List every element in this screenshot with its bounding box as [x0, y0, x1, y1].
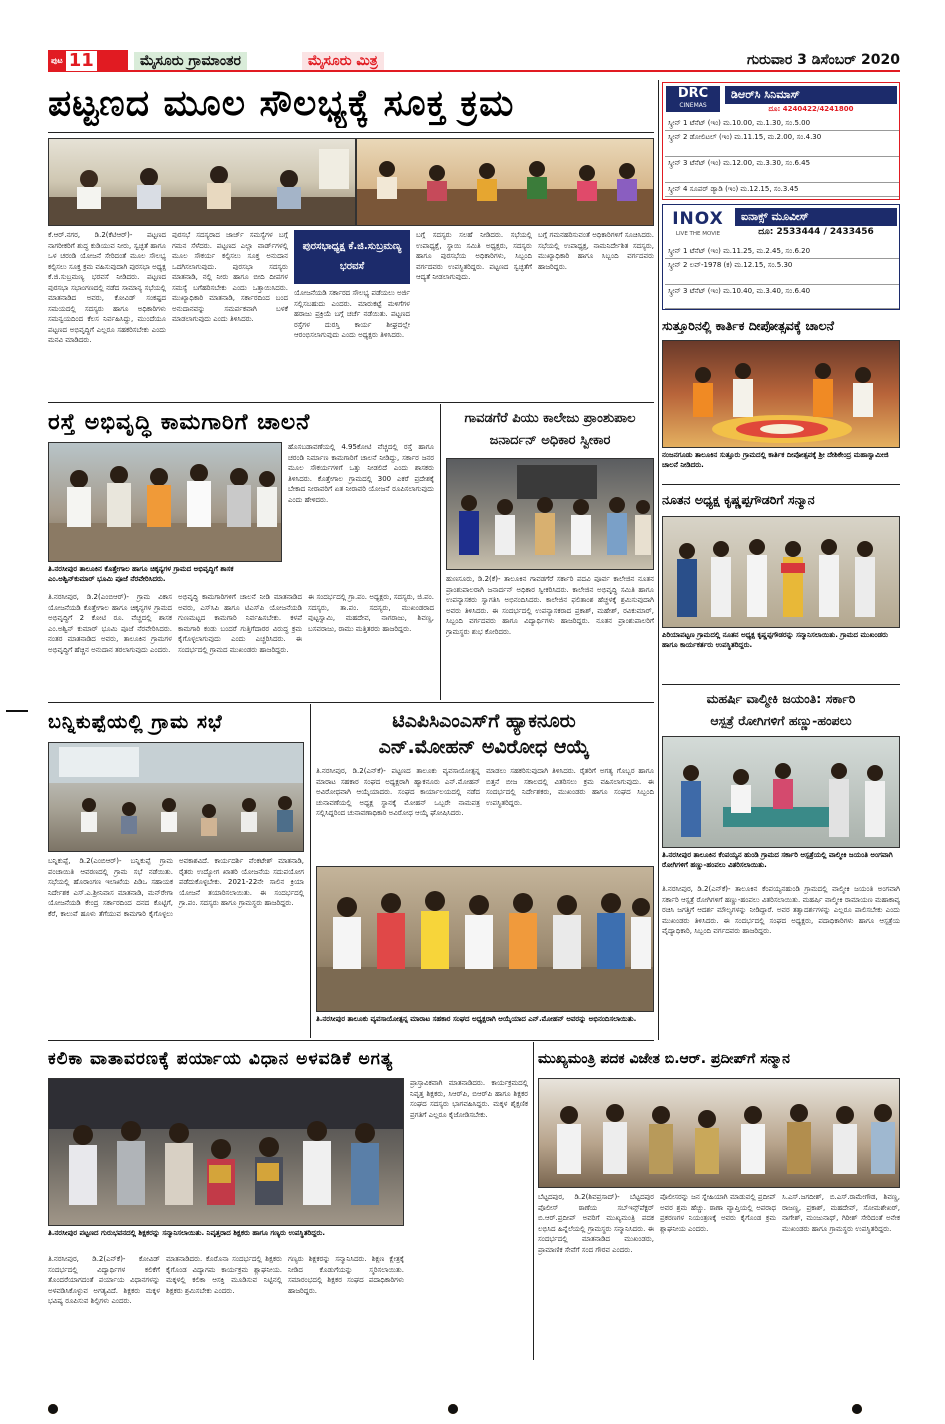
inox-phone: ದೂ: 2533444 / 2433456 — [758, 227, 874, 237]
section-name: ಮೈಸೂರು ಗ್ರಾಮಾಂತರ — [134, 52, 247, 70]
s1-photo-meeting-left — [48, 138, 356, 226]
s5-headline-line1: ಟಿಎಪಿಸಿಎಂಎಸ್‌ಗೆ ಹ್ಯಾಕನೂರು — [392, 710, 576, 732]
s10-headline-line2: ಆಸ್ಪತ್ರೆ ರೋಗಿಗಳಿಗೆ ಹಣ್ಣು-ಹಂಪಲು — [710, 713, 852, 728]
s6-photo-teachers — [48, 1078, 404, 1226]
s3-body: ಹುಣಸೂರು, ಡಿ.2(ಕೆ)- ತಾಲೂಕಿನ ಗಾವಡಗೆರೆ ಸರ್ಕಾರಿ ಪದವಿ ಪೂರ್ವ ಕಾಲೇಜಿನ ನೂತನ ಪ್ರಾಂಶುಪಾಲರಾಗಿ ಜನಾರ್ದನ್ ಅಧಿಕಾರ ಸ್ವೀಕರಿಸಿದರು. ಕಾಲೇಜಿನ ಅಭಿವೃದ್ಧಿ ಸಮಿತಿ ಹಾಗೂ ಉಪನ್ಯಾಸಕರು ಸ್ವಾಗತಿಸಿ ಅಭಿನಂದಿಸಿದರು. ಕಾಲೇಜಿನ ಫಲಿತಾಂಶ ಹೆಚ್ಚಳಕ್ಕೆ ಶ್ರಮಿಸುವುದಾಗಿ ಅವರು ತಿಳಿಸಿದರು. ಈ ಸಂದರ್ಭದಲ್ಲಿ ಉಪನ್ಯಾಸಕರಾದ ಪ್ರಕಾಶ್, ಮಹೇಶ್, ರವಿಕುಮಾರ್, ಸಿಬ್ಬಂದಿ ವರ್ಗದವರು ಹಾಗೂ ವಿದ್ಯಾರ್ಥಿಗಳು ಹಾಜರಿದ್ದರು. ನೂತನ ಪ್ರಾಂಶುಪಾಲರಿಗೆ ಗ್ರಾಮಸ್ಥರು ಶುಭ ಕೋರಿದರು. — [446, 575, 654, 636]
date-line: ಗುರುವಾರ 3 ಡಿಸೆಂಬರ್ 2020 — [747, 52, 900, 68]
s3-photo-felicitation — [446, 458, 654, 570]
s2-col3: ಈ ಸಂದರ್ಭದಲ್ಲಿ ಗ್ರಾ.ಪಂ. ಅಧ್ಯಕ್ಷರು, ಸದಸ್ಯರು, ಜಿ.ಪಂ. ಸದಸ್ಯರು, ತಾ.ಪಂ. ಸದಸ್ಯರು, ಮುಖಂಡರಾದ ಪುಟ್ಟಸ್ವಾಮಿ, ಮಹದೇವ, ನಾಗರಾಜು, ಶಿವಣ್ಣ, ಬಸವರಾಜು, ರಾಮು ಮತ್ತಿತರರು ಹಾಜರಿದ್ದರು. — [308, 593, 434, 633]
s2-photo-ground-breaking — [48, 442, 282, 562]
drc-row: ಸ್ಕ್ರೀನ್ 2 ಡೋಲಿಟಲ್ (ಇಂ) ಮ.11.15, ಮ.2.00, ಸಂ.4.30 — [665, 131, 899, 157]
inox-logo: INOX LIVE THE MOVIE — [672, 209, 724, 237]
s6-col1: ತಿ.ನರಸೀಪುರ, ಡಿ.2(ಎನ್‌ಕೆ)- ಕೋವಿಡ್ ಸಂದರ್ಭದಲ್ಲಿ ವಿದ್ಯಾರ್ಥಿಗಳ ಕಲಿಕೆಗೆ ತೊಂದರೆಯಾಗದಂತೆ ಪರ್ಯಾಯ ವಿಧಾನಗಳನ್ನು ಅಳವಡಿಸಿಕೊಳ್ಳುವ ಅಗತ್ಯವಿದೆ. ಶಿಕ್ಷಕರು ಮಕ್ಕಳ ಭವಿಷ್ಯ ರೂಪಿಸುವ ಶಿಲ್ಪಿಗಳು ಎಂದರು. — [48, 1255, 160, 1305]
crop-mark-left — [6, 710, 28, 712]
drc-title: ಡಿಆರ್‌ಸಿ ಸಿನಿಮಾಸ್ — [725, 86, 897, 104]
drc-row: ಸ್ಕ್ರೀನ್ 3 ಟೆನೆಟ್ (ಇಂ) ಮ.12.00, ಮ.3.30, ಸಂ.6.45 — [665, 157, 899, 183]
header-bar — [48, 50, 900, 72]
s5-photo-election — [316, 866, 654, 1012]
drc-phone: ದೂ: 4240422/4241800 — [768, 105, 854, 113]
s10-caption: ತಿ.ನರಸೀಪುರ ತಾಲೂಕಿನ ಕೆಂಪಯ್ಯನ ಹುಂಡಿ ಗ್ರಾಮದ ಸರ್ಕಾರಿ ಆಸ್ಪತ್ರೆಯಲ್ಲಿ ವಾಲ್ಮೀಕಿ ಜಯಂತಿ ಅಂಗವಾಗಿ ರೋಗಿಗಳಿಗೆ ಹಣ್ಣು-ಹಂಪಲು ವಿತರಿಸಲಾಯಿತು. — [662, 851, 893, 869]
drc-row: ಸ್ಕ್ರೀನ್ 1 ಟೆನೆಟ್ (ಇಂ) ಮ.10.00, ಮ.1.30, ಸಂ.5.00 — [665, 117, 899, 131]
s8-photo-deepotsava — [662, 340, 900, 448]
s6-headline: ಕಲಿಕಾ ವಾತಾವರಣಕ್ಕೆ ಪರ್ಯಾಯ ವಿಧಾನ ಅಳವಡಿಕೆ ಅಗತ್ಯ — [48, 1049, 394, 1069]
s1-col3: ಯೋಜನೆಯಡಿ ಸರ್ಕಾರದ ಸೌಲಭ್ಯ ಪಡೆಯಲು ಅರ್ಜಿ ಸಲ್ಲಿಸಬಹುದು ಎಂದರು. ಮಾರುಕಟ್ಟೆ ಮಳಿಗೆಗಳ ಹರಾಜು ಪ್ರಕ್ರಿಯೆ ಬಗ್ಗೆ ಚರ್ಚೆ ನಡೆಯಿತು. ಪಟ್ಟಣದ ರಸ್ತೆಗಳ ದುರಸ್ತಿ ಕಾರ್ಯ ಶೀಘ್ರದಲ್ಲೇ ಆರಂಭಿಸಲಾಗುವುದು ಎಂದು ಅಧ್ಯಕ್ಷರು ತಿಳಿಸಿದರು. — [294, 289, 410, 339]
s4-photo-gram-sabha — [48, 742, 304, 852]
s7-col1: ಬೆಟ್ಟದಪುರ, ಡಿ.2(ಶಿವಪ್ರಸಾದ್)- ಬೆಟ್ಟದಪುರ ಪೊಲೀಸ್ ಠಾಣೆಯ ಸಬ್‌ಇನ್ಸ್‌ಪೆಕ್ಟರ್ ಬಿ.ಆರ್.ಪ್ರದೀಪ್ ಅವರಿಗೆ ಮುಖ್ಯಮಂತ್ರಿ ಪದಕ ಲಭಿಸಿದ ಹಿನ್ನೆಲೆಯಲ್ಲಿ ಗ್ರಾಮಸ್ಥರು ಸನ್ಮಾನಿಸಿದರು. ಈ ಸಂದರ್ಭದಲ್ಲಿ ಮಾತನಾಡಿದ ಮುಖಂಡರು, ಪ್ರಾಮಾಣಿಕ ಸೇವೆಗೆ ಸಂದ ಗೌರವ ಎಂದರು. — [538, 1193, 654, 1254]
page-label: ಪುಟ — [51, 56, 63, 65]
s10-headline-box — [662, 688, 900, 732]
page-tag — [48, 50, 128, 72]
page-number: 11 — [66, 51, 97, 71]
s1-headline: ಪಟ್ಟಣದ ಮೂಲ ಸೌಲಭ್ಯಕ್ಕೆ ಸೂಕ್ತ ಕ್ರಮ — [48, 83, 515, 124]
s1-col4: ಬಗ್ಗೆ ಸದಸ್ಯರು ಸಲಹೆ ನೀಡಿದರು. ಸಭೆಯಲ್ಲಿ ಉಪಾಧ್ಯಕ್ಷೆ, ಸ್ಥಾಯಿ ಸಮಿತಿ ಅಧ್ಯಕ್ಷರು, ಸದಸ್ಯರು ಹಾಗೂ ಪುರಸಭೆಯ ಅಧಿಕಾರಿಗಳು, ಸಿಬ್ಬಂದಿ ವರ್ಗದವರು ಉಪಸ್ಥಿತರಿದ್ದರು. ಪಟ್ಟಣದ ಸ್ವಚ್ಛತೆಗೆ ಆದ್ಯತೆ ನೀಡಲಾಗುವುದು. — [416, 231, 532, 281]
s5-col2: ಮಾಡಲು ಸಹಕರಿಸುವುದಾಗಿ ತಿಳಿಸಿದರು. ರೈತರಿಗೆ ಅಗತ್ಯ ಗೊಬ್ಬರ ಹಾಗೂ ಬಿತ್ತನೆ ಬೀಜ ಸಕಾಲದಲ್ಲಿ ವಿತರಿಸಲು ಕ್ರಮ ವಹಿಸಲಾಗುವುದು. ಈ ಸಂದರ್ಭದಲ್ಲಿ ನಿರ್ದೇಶಕರು, ಮುಖಂಡರು ಹಾಗೂ ಸಂಘದ ಸಿಬ್ಬಂದಿ ಉಪಸ್ಥಿತರಿದ್ದರು. — [486, 767, 654, 807]
s2-col1: ತಿ.ನರಸೀಪುರ, ಡಿ.2(ಎಂಬಿಆರ್)- ಗ್ರಾಮ ವಿಕಾಸ ಯೋಜನೆಯಡಿ ಕೊತ್ತೇಗಾಲ ಹಾಗೂ ಚಿಕ್ಕನ್ಯಗಳ ಗ್ರಾಮದ ಅಭಿವೃದ್ಧಿಗೆ 2 ಕೋಟಿ ರೂ. ವೆಚ್ಚದಲ್ಲಿ ಶಾಸಕ ಎಂ.ಅಶ್ವಿನ್ ಕುಮಾರ್ ಭೂಮಿ ಪೂಜೆ ನೆರವೇರಿಸಿದರು. ನಂತರ ಮಾತನಾಡಿದ ಅವರು, ತಾಲೂಕಿನ ಗ್ರಾಮಗಳ ಅಭಿವೃದ್ಧಿಗೆ ಹೆಚ್ಚಿನ ಅನುದಾನ ತರಲಾಗುವುದು ಎಂದರು. — [48, 593, 172, 654]
s6-col2: ಮಾತನಾಡಿದರು. ಕೊರೊನಾ ಸಂದರ್ಭದಲ್ಲಿ ಶಿಕ್ಷಕರು ಕೈಗೊಂಡ ವಿದ್ಯಾಗಮ ಕಾರ್ಯಕ್ರಮ ಶ್ಲಾಘನೀಯ. ಮಕ್ಕಳಲ್ಲಿ ಕಲಿಕಾ ಆಸಕ್ತಿ ಮೂಡಿಸುವ ನಿಟ್ಟಿನಲ್ಲಿ ಶಿಕ್ಷಕರು ಶ್ರಮಿಸಬೇಕು ಎಂದರು. — [166, 1255, 282, 1295]
s1-col2: ಪುರಸಭೆ ಸದಸ್ಯರಾದ ಜಾರ್ಜ್ ಸಮಸ್ಯೆಗಳ ಬಗ್ಗೆ ಗಮನ ಸೆಳೆದರು. ಪಟ್ಟಣದ ಎಲ್ಲಾ ವಾರ್ಡ್‌ಗಳಲ್ಲಿ ಮೂಲ ಸೌಕರ್ಯ ಕಲ್ಪಿಸಲು ಸೂಕ್ತ ಅನುದಾನ ಒದಗಿಸಲಾಗುವುದು. ಪುರಸಭಾ ಸದಸ್ಯರು ಮಾತನಾಡಿ, ನಲ್ಲಿ ನೀರು ಹಾಗೂ ಬೀದಿ ದೀಪಗಳ ಸಮಸ್ಯೆ ಬಗೆಹರಿಸಬೇಕು ಎಂದು ಒತ್ತಾಯಿಸಿದರು. ಮುಖ್ಯಾಧಿಕಾರಿ ಮಾತನಾಡಿ, ಸರ್ಕಾರದಿಂದ ಬಂದ ಅನುದಾನವನ್ನು ಸಮರ್ಪಕವಾಗಿ ಬಳಕೆ ಮಾಡಲಾಗುವುದು ಎಂದು ತಿಳಿಸಿದರು. — [172, 231, 288, 323]
masthead: ಮೈಸೂರು ಮಿತ್ರ — [302, 52, 384, 70]
s7-col3: ಸಿ.ಎಸ್.ಜಗದೀಶ್, ಬಿ.ಎಸ್.ರಾಮೇಗೌಡ, ಶಿವಣ್ಣ, ರಾಜಣ್ಣ, ಪ್ರಕಾಶ್, ಮಹದೇವ್, ಸೋಮಶೇಖರ್, ನಾಗೇಶ್, ಮಂಜುನಾಥ್, ಗಿರೀಶ್ ಸೇರಿದಂತೆ ಅನೇಕ ಮುಖಂಡರು ಹಾಗೂ ಗ್ರಾಮಸ್ಥರು ಉಪಸ್ಥಿತರಿದ್ದರು. — [782, 1193, 900, 1233]
s9-headline: ನೂತನ ಅಧ್ಯಕ್ಷ ಕೃಷ್ಣಪ್ಪಗೌಡರಿಗೆ ಸನ್ಮಾನ — [662, 492, 815, 507]
s6-col3: ಗಣ್ಯರು ಶಿಕ್ಷಕರನ್ನು ಸನ್ಮಾನಿಸಿದರು. ಶಿಕ್ಷಣ ಕ್ಷೇತ್ರಕ್ಕೆ ನೀಡಿದ ಕೊಡುಗೆಯನ್ನು ಸ್ಮರಿಸಲಾಯಿತು. ಸಮಾರಂಭದಲ್ಲಿ ಶಿಕ್ಷಕರ ಸಂಘದ ಪದಾಧಿಕಾರಿಗಳು ಹಾಜರಿದ್ದರು. — [288, 1255, 404, 1295]
s9-photo-felicitation — [662, 516, 900, 628]
s1-pullquote-text: ಪುರಸಭಾಧ್ಯಕ್ಷ ಕೆ.ಜಿ.ಸುಬ್ರಮಣ್ಯ ಭರವಸೆ — [302, 241, 402, 272]
inox-title: ಐನಾಕ್ಸ್ ಮೂವೀಸ್ — [735, 208, 897, 226]
s3-headline-box — [446, 408, 654, 456]
s2-col2: ಅಭಿವೃದ್ಧಿ ಕಾಮಗಾರಿಗಳಿಗೆ ಚಾಲನೆ ನೀಡಿ ಮಾತನಾಡಿದ ಅವರು, ಎಸ್‌ಸಿಪಿ ಹಾಗೂ ಟಿಎಸ್‌ಪಿ ಯೋಜನೆಯಡಿ ಗುಣಮಟ್ಟದ ಕಾಮಗಾರಿ ನಿರ್ವಹಿಸಬೇಕು. ಕಳಪೆ ಕಾಮಗಾರಿ ಕಂಡು ಬಂದರೆ ಗುತ್ತಿಗೆದಾರರ ವಿರುದ್ಧ ಕ್ರಮ ಕೈಗೊಳ್ಳಲಾಗುವುದು ಎಂದು ಎಚ್ಚರಿಸಿದರು. ಈ ಸಂದರ್ಭದಲ್ಲಿ ಗ್ರಾಮದ ಮುಖಂಡರು ಹಾಜರಿದ್ದರು. — [178, 593, 302, 654]
drc-row: ಸ್ಕ್ರೀನ್ 4 ಸೂಪರ್ ಡ್ಯಾಡಿ (ಇಂ) ಮ.12.15, ಸಂ.3.45 — [665, 183, 899, 197]
drc-schedule — [665, 117, 899, 197]
s10-photo-hospital — [662, 736, 900, 848]
s5-headline-box — [314, 708, 654, 760]
s7-photo-police-honour — [538, 1078, 900, 1188]
s4-headline: ಬನ್ನಿಕುಪ್ಪೆಯಲ್ಲಿ ಗ್ರಾಮ ಸಭೆ — [48, 711, 223, 733]
s7-col2: ಪೊಲೀಸರನ್ನು ಜನ ಸ್ನೇಹಿಯಾಗಿ ಮಾಡುವಲ್ಲಿ ಪ್ರದೀಪ್ ಅವರ ಶ್ರಮ ಹೆಚ್ಚು. ಠಾಣಾ ವ್ಯಾಪ್ತಿಯಲ್ಲಿ ಅಪರಾಧ ಪ್ರಕರಣಗಳ ನಿಯಂತ್ರಣಕ್ಕೆ ಅವರು ಕೈಗೊಂಡ ಕ್ರಮ ಶ್ಲಾಘನೀಯ ಎಂದರು. — [660, 1193, 776, 1233]
inox-row: ಸ್ಕ್ರೀನ್ 2 ಲವ್-1978 (ಕ) ಮ.12.15, ಸಂ.5.30 — [665, 259, 899, 285]
s1-col5: ಬಗ್ಗೆ ಗಮನಹರಿಸುವಂತೆ ಅಧಿಕಾರಿಗಳಿಗೆ ಸೂಚಿಸಿದರು. ಸಭೆಯಲ್ಲಿ ಉಪಾಧ್ಯಕ್ಷ, ನಾಮನಿರ್ದೇಶಿತ ಸದಸ್ಯರು, ಮುಖ್ಯಾಧಿಕಾರಿ ಹಾಗೂ ಸಿಬ್ಬಂದಿ ವರ್ಗದವರು ಹಾಜರಿದ್ದರು. — [538, 231, 654, 271]
s1-pullquote — [294, 230, 410, 284]
s6-col4: ಪ್ರಾಸ್ತಾವಿಕವಾಗಿ ಮಾತನಾಡಿದರು. ಕಾರ್ಯಕ್ರಮದಲ್ಲಿ ನಿವೃತ್ತ ಶಿಕ್ಷಕರು, ಸಿಆರ್‌ಪಿ, ಬಿಆರ್‌ಪಿ ಹಾಗೂ ಶಿಕ್ಷಕರ ಸಂಘದ ಸದಸ್ಯರು ಭಾಗವಹಿಸಿದ್ದರು. ಮಕ್ಕಳ ಶೈಕ್ಷಣಿಕ ಪ್ರಗತಿಗೆ ಎಲ್ಲರೂ ಕೈಜೋಡಿಸಬೇಕು. — [410, 1079, 528, 1119]
s5-col1: ತಿ.ನರಸೀಪುರ, ಡಿ.2(ಎನ್‌ಕೆ)- ಪಟ್ಟಣದ ತಾಲೂಕು ವ್ಯವಸಾಯೋತ್ಪನ್ನ ಮಾರಾಟ ಸಹಕಾರ ಸಂಘದ ಅಧ್ಯಕ್ಷರಾಗಿ ಹ್ಯಾಕನೂರು ಎನ್.ಮೋಹನ್ ಅವಿರೋಧವಾಗಿ ಆಯ್ಕೆಯಾದರು. ಸಂಘದ ಕಾರ್ಯಾಲಯದಲ್ಲಿ ನಡೆದ ಚುನಾವಣೆಯಲ್ಲಿ ಅಧ್ಯಕ್ಷ ಸ್ಥಾನಕ್ಕೆ ಮೋಹನ್ ಒಬ್ಬರೇ ನಾಮಪತ್ರ ಸಲ್ಲಿಸಿದ್ದರಿಂದ ಚುನಾವಣಾಧಿಕಾರಿ ಅವಿರೋಧ ಆಯ್ಕೆ ಘೋಷಿಸಿದರು. — [316, 767, 480, 817]
inox-row: ಸ್ಕ್ರೀನ್ 1 ಟೆನೆಟ್ (ಇಂ) ಮ.11.25, ಮ.2.45, ಸಂ.6.20 — [665, 245, 899, 259]
inox-ad — [662, 204, 900, 310]
drc-logo: DRC CINEMAS — [666, 86, 720, 112]
s8-headline: ಸುತ್ತೂರಿನಲ್ಲಿ ಕಾರ್ತಿಕ ದೀಪೋತ್ಸವಕ್ಕೆ ಚಾಲನೆ — [662, 318, 834, 333]
drc-ad — [662, 82, 900, 200]
s6-caption: ತಿ.ನರಸೀಪುರ ಪಟ್ಟಣದ ಗುರುಭವನದಲ್ಲಿ ಶಿಕ್ಷಕರನ್ನು ಸನ್ಮಾನಿಸಲಾಯಿತು. ನಿವೃತ್ತರಾದ ಶಿಕ್ಷಕರು ಹಾಗೂ ಗಣ್ಯರು ಉಪಸ್ಥಿತರಿದ್ದರು. — [48, 1229, 325, 1237]
s2-col-right: ಹೊಸಬಡಾವಣೆಯಲ್ಲಿ 4.95ಕೋಟಿ ವೆಚ್ಚದಲ್ಲಿ ರಸ್ತೆ ಹಾಗೂ ಚರಂಡಿ ನಿರ್ಮಾಣ ಕಾಮಗಾರಿಗೆ ಚಾಲನೆ ನೀಡಿದ್ದು, ಸರ್ಕಾರ ಜನರ ಮೂಲ ಸೌಕರ್ಯಗಳಿಗೆ ಒತ್ತು ನೀಡಲಿದೆ ಎಂದು ಶಾಸಕರು ತಿಳಿಸಿದರು. ಕೊತ್ತೇಗಾಲ ಗ್ರಾಮದಲ್ಲಿ 300 ಎಕರೆ ಪ್ರದೇಶಕ್ಕೆ ಬೇಕಾದ ನೀರಾವರಿಗೆ ಏತ ನೀರಾವರಿ ಯೋಜನೆ ರೂಪಿಸಲಾಗುವುದು ಎಂದು ಹೇಳಿದರು. — [288, 443, 434, 504]
s5-headline-line2: ಎನ್.ಮೋಹನ್ ಅವಿರೋಧ ಆಯ್ಕೆ — [378, 736, 590, 758]
s3-headline-line1: ಗಾವಡಗೆರೆ ಪಿಯು ಕಾಲೇಜು ಪ್ರಾಂಶುಪಾಲ — [464, 411, 636, 426]
s4-body: ಬನ್ನಿಕುಪ್ಪೆ, ಡಿ.2(ಎಂಬಿಆರ್)- ಬನ್ನಿಕುಪ್ಪೆ ಗ್ರಾಮ ಪಂಚಾಯಿತಿ ಆವರಣದಲ್ಲಿ ಗ್ರಾಮ ಸಭೆ ನಡೆಯಿತು. ಸಭೆಯಲ್ಲಿ ಹೊರಾಂಗಣ ಇಲಾಖೆಯ ಪಿಡಿಒ ಸಹಾಯಕ ನಿರ್ದೇಶಕ ಎಸ್.ಎ.ಶ್ರೀನಿವಾಸ ಮಾತನಾಡಿ, ಮನ್‌ರೇಗಾ ಯೋಜನೆಯಡಿ ಕೇಂದ್ರ ಸರ್ಕಾರದಿಂದ ದನದ ಕೊಟ್ಟಿಗೆ, ಕೆರೆ, ಕಾಲುವೆ ಹೂಳು ತೆಗೆಯುವ ಕಾಮಗಾರಿ ಕೈಗೊಳ್ಳಲು ಅವಕಾಶವಿದೆ. ಕಾರ್ಯದರ್ಶಿ ವೆಂಕಟೇಶ್ ಮಾತನಾಡಿ, ರೈತರು ಉದ್ಯೋಗ ಖಾತರಿ ಯೋಜನೆಯ ಸದುಪಯೋಗ ಪಡೆದುಕೊಳ್ಳಬೇಕು. 2021-22ನೇ ಸಾಲಿನ ಕ್ರಿಯಾ ಯೋಜನೆ ತಯಾರಿಸಲಾಯಿತು. ಈ ಸಂದರ್ಭದಲ್ಲಿ ಗ್ರಾ.ಪಂ. ಸದಸ್ಯರು ಹಾಗೂ ಗ್ರಾಮಸ್ಥರು ಹಾಜರಿದ್ದರು. — [48, 857, 304, 918]
s7-headline: ಮುಖ್ಯಮಂತ್ರಿ ಪದಕ ವಿಜೇತ ಬಿ.ಆರ್. ಪ್ರದೀಪ್‌ಗೆ ಸನ್ಮಾನ — [538, 1051, 790, 1067]
s10-body: ತಿ.ನರಸೀಪುರ, ಡಿ.2(ಎನ್‌ಕೆ)- ತಾಲೂಕಿನ ಕೆಂಪಯ್ಯನಹುಂಡಿ ಗ್ರಾಮದಲ್ಲಿ ವಾಲ್ಮೀಕಿ ಜಯಂತಿ ಅಂಗವಾಗಿ ಸರ್ಕಾರಿ ಆಸ್ಪತ್ರೆ ರೋಗಿಗಳಿಗೆ ಹಣ್ಣು-ಹಂಪಲು ವಿತರಿಸಲಾಯಿತು. ಮಹರ್ಷಿ ವಾಲ್ಮೀಕಿ ರಾಮಾಯಣ ಮಹಾಕಾವ್ಯ ರಚಿಸಿ ಜಗತ್ತಿಗೆ ಆದರ್ಶ ಮೌಲ್ಯಗಳನ್ನು ನೀಡಿದ್ದಾರೆ. ಅವರ ತತ್ವಾದರ್ಶಗಳನ್ನು ಎಲ್ಲರೂ ಪಾಲಿಸಬೇಕು ಎಂದು ಮುಖಂಡರು ತಿಳಿಸಿದರು. ಈ ಸಂದರ್ಭದಲ್ಲಿ ಸಂಘದ ಅಧ್ಯಕ್ಷರು, ಪದಾಧಿಕಾರಿಗಳು ಹಾಗೂ ಆಸ್ಪತ್ರೆಯ ವೈದ್ಯಾಧಿಕಾರಿ, ಸಿಬ್ಬಂದಿ ವರ್ಗದವರು ಹಾಜರಿದ್ದರು. — [662, 885, 900, 935]
inox-row: ಸ್ಕ್ರೀನ್ 3 ಟೆನೆಟ್ (ಇಂ) ಮ.10.40, ಮ.3.40, ಸಂ.6.40 — [665, 285, 899, 309]
s5-caption: ತಿ.ನರಸೀಪುರ ತಾಲೂಕು ವ್ಯವಸಾಯೋತ್ಪನ್ನ ಮಾರಾಟ ಸಹಕಾರ ಸಂಘದ ಅಧ್ಯಕ್ಷರಾಗಿ ಆಯ್ಕೆಯಾದ ಎನ್.ಮೋಹನ್ ಅವರನ್ನು ಅಭಿನಂದಿಸಲಾಯಿತು. — [316, 1015, 637, 1023]
s2-headline: ರಸ್ತೆ ಅಭಿವೃದ್ಧಿ ಕಾಮಗಾರಿಗೆ ಚಾಲನೆ — [48, 410, 311, 435]
s2-caption: ತಿ.ನರಸೀಪುರ ತಾಲೂಕಿನ ಕೊತ್ತೇಗಾಲ ಹಾಗೂ ಚಿಕ್ಕನ್ಯಗಳ ಗ್ರಾಮದ ಅಭಿವೃದ್ಧಿಗೆ ಶಾಸಕ ಎಂ.ಅಶ್ವಿನ್‌ಕುಮಾರ್ ಭೂಮಿ ಪೂಜೆ ನೆರವೇರಿಸಿದರು. — [48, 565, 234, 583]
s1-col1: ಕೆ.ಆರ್.ನಗರ, ಡಿ.2(ಕೆಟಿಆರ್)- ಪಟ್ಟಣದ ನಾಗರೀಕರಿಗೆ ಶುದ್ಧ ಕುಡಿಯುವ ನೀರು, ಸ್ವಚ್ಛತೆ ಹಾಗೂ ಒಳ ಚರಂಡಿ ಯೋಜನೆ ಸೇರಿದಂತೆ ಮೂಲ ಸೌಲಭ್ಯ ಕಲ್ಪಿಸಲು ಸೂಕ್ತ ಕ್ರಮ ವಹಿಸುವುದಾಗಿ ಪುರಸಭಾ ಅಧ್ಯಕ್ಷ ಕೆ.ಜಿ.ಸುಬ್ರಮಣ್ಯ ಭರವಸೆ ನೀಡಿದರು. ಪಟ್ಟಣದ ಪುರಸಭಾ ಸಭಾಂಗಣದಲ್ಲಿ ನಡೆದ ಸಾಮಾನ್ಯ ಸಭೆಯಲ್ಲಿ ಮಾತನಾಡಿದ ಅವರು, ಕೋವಿಡ್ ಸಂಕಷ್ಟದ ಸಮಯದಲ್ಲಿ ಸದಸ್ಯರು ಹಾಗೂ ಅಧಿಕಾರಿಗಳು ಸಮನ್ವಯದಿಂದ ಕೆಲಸ ನಿರ್ವಹಿಸಿದ್ದು, ಮುಂದೆಯೂ ಪಟ್ಟಣದ ಅಭಿವೃದ್ಧಿಗೆ ಎಲ್ಲರೂ ಸಹಕರಿಸಬೇಕು ಎಂದು ಮನವಿ ಮಾಡಿದರು. — [48, 231, 166, 344]
s3-headline-line2: ಜನಾರ್ದನ್ ಅಧಿಕಾರ ಸ್ವೀಕಾರ — [489, 433, 611, 448]
s8-caption: ನಂಜನಗೂಡು ತಾಲೂಕಿನ ಸುತ್ತೂರು ಗ್ರಾಮದಲ್ಲಿ ಕಾರ್ತಿಕ ದೀಪೋತ್ಸವಕ್ಕೆ ಶ್ರೀ ದೇಶಿಕೇಂದ್ರ ಮಹಾಸ್ವಾಮೀಜಿ ಚಾಲನೆ ನೀಡಿದರು. — [662, 451, 889, 469]
s1-photo-meeting-right — [356, 138, 654, 226]
inox-schedule — [665, 245, 899, 309]
s10-headline-line1: ಮಹರ್ಷಿ ವಾಲ್ಮೀಕಿ ಜಯಂತಿ: ಸರ್ಕಾರಿ — [706, 691, 856, 706]
s9-caption: ಪಿರಿಯಾಪಟ್ಟಣ ಗ್ರಾಮದಲ್ಲಿ ನೂತನ ಅಧ್ಯಕ್ಷ ಕೃಷ್ಣಪ್ಪಗೌಡರನ್ನು ಸನ್ಮಾನಿಸಲಾಯಿತು. ಗ್ರಾಮದ ಮುಖಂಡರು ಹಾಗೂ ಕಾರ್ಯಕರ್ತರು ಉಪಸ್ಥಿತರಿದ್ದರು. — [662, 631, 888, 649]
